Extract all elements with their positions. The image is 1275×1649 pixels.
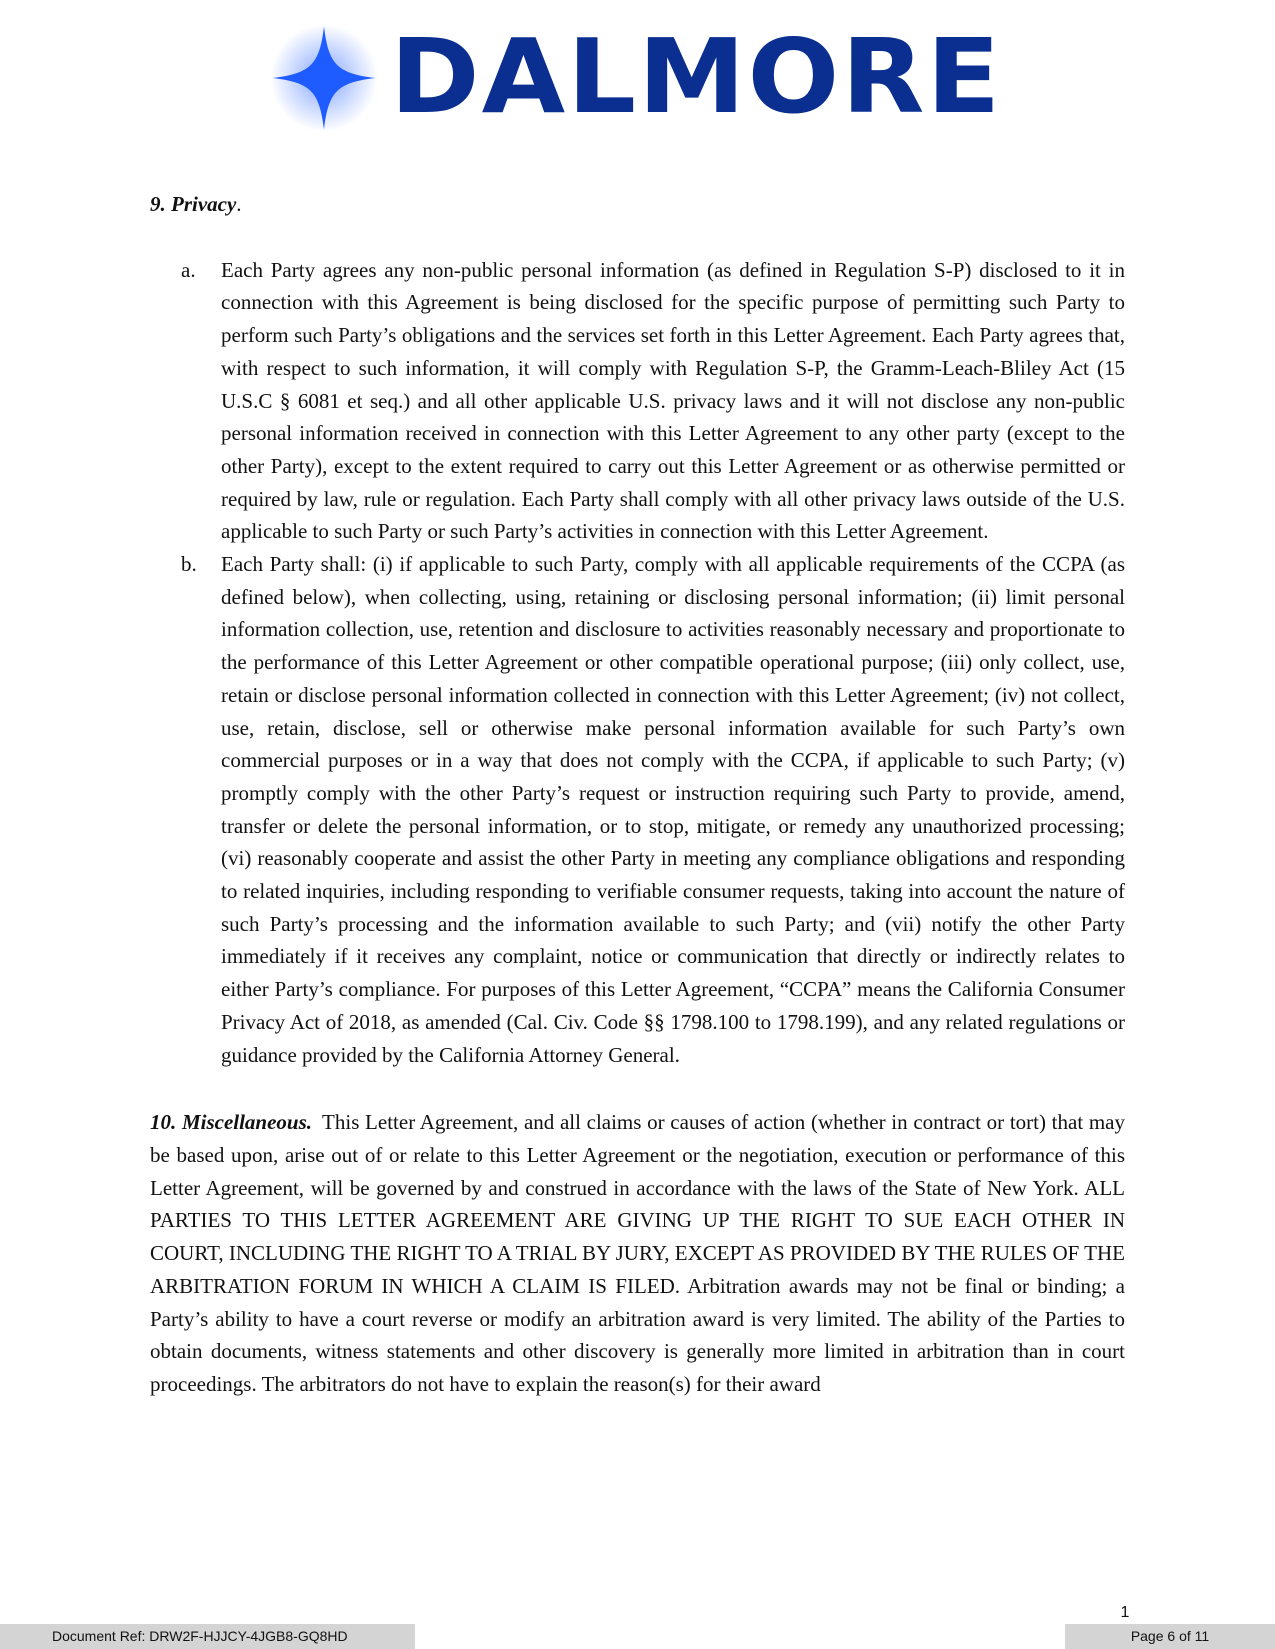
privacy-clause-b bbox=[150, 548, 1125, 1071]
four-point-star-icon bbox=[268, 22, 380, 134]
company-logo bbox=[268, 18, 1008, 137]
clause-marker: a. bbox=[181, 257, 196, 282]
footer-document-ref: Document Ref: DRW2F-HJJCY-4JGB8-GQ8HD bbox=[0, 1624, 415, 1649]
privacy-heading-text: 9. Privacy bbox=[150, 192, 237, 216]
section-heading-miscellaneous: 10. Miscellaneous. bbox=[150, 1110, 313, 1135]
section-miscellaneous bbox=[150, 1106, 1125, 1400]
footer-page-label: Page 6 of 11 bbox=[1065, 1624, 1275, 1649]
document-body bbox=[150, 188, 1125, 1401]
privacy-clause-a bbox=[150, 254, 1125, 548]
miscellaneous-text: This Letter Agreement, and all claims or causes of action (whether in contract or tort) that may be based upon, arise out of or relate to this Letter Agreement or the negotiation, execution or performance of this Letter Agreement, will be governed by and construed in accordance with the laws of the State of New York. ALL PARTIES TO THIS LETTER AGREEMENT ARE GIVING UP THE RIGHT TO SUE EACH OTHER IN COURT, INCLUDING THE RIGHT TO A TRIAL BY JURY, EXCEPT AS PROVIDED BY THE RULES OF THE ARBITRATION FORUM IN WHICH A CLAIM IS FILED. Arbitration awards may not be final or binding; a Party’s ability to have a court reverse or modify an arbitration award is very limited. The ability of the Parties to obtain documents, witness statements and other discovery is generally more limited in arbitration than in court proceedings. The arbitrators do not have to explain the reason(s) for their award bbox=[150, 1110, 1125, 1396]
logo-wordmark: DALMORE bbox=[390, 18, 1003, 137]
section-heading-privacy bbox=[150, 188, 1125, 221]
clause-text: Each Party shall: (i) if applicable to such Party, comply with all applicable requirements of the CCPA (as defined below), when collecting, using, retaining or disclosing personal information; (ii) limit personal information collection, use, retention and disclosure to activities reasonably necessary and proportionate to the performance of this Letter Agreement or other compatible operational purpose; (iii) only collect, use, retain or disclose personal information collected in connection with this Letter Agreement; (iv) not collect, use, retain, disclose, sell or otherwise make personal information available for such Party’s own commercial purposes or in a way that does not comply with the CCPA, if applicable to such Party; (v) promptly comply with the other Party’s request or instruction requiring such Party to provide, amend, transfer or delete the personal information, or to stop, mitigate, or remedy any unauthorized processing; (vi) reasonably cooperate and assist the other Party in meeting any compliance obligations and responding to related inquiries, including responding to verifiable consumer requests, taking into account the nature of such Party’s processing and the information available to such Party; and (vii) notify the other Party immediately if it receives any complaint, notice or communication that directly or indirectly relates to either Party’s compliance. For purposes of this Letter Agreement, “CCPA” means the California Consumer Privacy Act of 2018, as amended (Cal. Civ. Code §§ 1798.100 to 1798.199), and any related regulations or guidance provided by the California Attorney General. bbox=[221, 552, 1125, 1067]
privacy-clauses bbox=[150, 254, 1125, 1072]
privacy-heading-period: . bbox=[236, 192, 242, 216]
page-number: 1 bbox=[1120, 1604, 1130, 1621]
clause-marker: b. bbox=[181, 552, 197, 577]
clause-text: Each Party agrees any non-public personal information (as defined in Regulation S-P) disclosed to it in connection with this Agreement is being disclosed for the specific purpose of permitting such Party to perform such Party’s obligations and the services set forth in this Letter Agreement. Each Party agrees that, with respect to such information, it will comply with Regulation S-P, the Gramm-Leach-Bliley Act (15 U.S.C § 6081 et seq.) and all other applicable U.S. privacy laws and it will not disclose any non-public personal information received in connection with this Letter Agreement to any other party (except to the other Party), except to the extent required to carry out this Letter Agreement or as otherwise permitted or required by law, rule or regulation. Each Party shall comply with all other privacy laws outside of the U.S. applicable to such Party or such Party’s activities in connection with this Letter Agreement. bbox=[221, 257, 1125, 544]
